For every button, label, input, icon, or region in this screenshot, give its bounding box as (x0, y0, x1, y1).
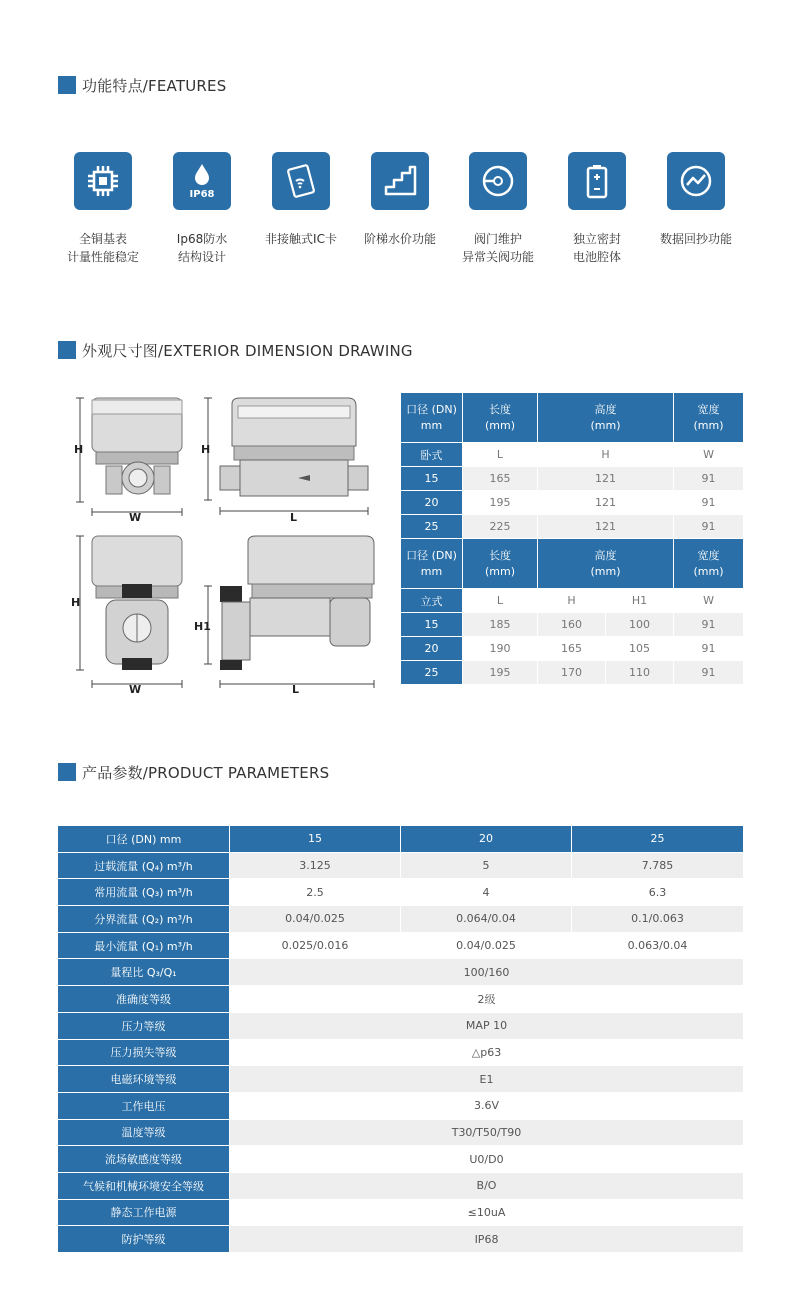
svg-text:IP68: IP68 (189, 189, 215, 200)
ic-card-icon (272, 152, 330, 210)
vertical-side-drawing (190, 528, 385, 696)
table-row: 压力等级 MAP 10 (58, 1012, 744, 1039)
dimension-table (400, 392, 744, 685)
table-row: 15 165 121 91 (401, 467, 744, 491)
params-table (57, 825, 744, 1253)
dimension-header-horizontal (401, 393, 744, 443)
svg-text:H: H (74, 443, 84, 456)
feature-battery: 独立密封 电池腔体 (542, 152, 652, 266)
table-row: 25 225 121 91 (401, 515, 744, 539)
section-marker (58, 763, 76, 781)
svg-text:W: W (129, 511, 142, 524)
header-length: 长度 (mm) (463, 393, 538, 443)
params-header-row: 口径 (DN) mm 15 20 25 (58, 826, 744, 853)
data-chart-icon (667, 152, 725, 210)
valve-icon (469, 152, 527, 210)
header-dn: 口径 (DN) mm (401, 393, 463, 443)
table-row: 准确度等级 2级 (58, 986, 744, 1013)
table-row: 15 185 160 100 91 (401, 613, 744, 637)
chip-icon (74, 152, 132, 210)
table-row: 压力损失等级 △p63 (58, 1039, 744, 1066)
horizontal-front-drawing (66, 390, 196, 525)
svg-text:H1: H1 (194, 620, 211, 633)
features-section-title: 功能特点/FEATURES (58, 75, 226, 95)
table-row: 量程比 Q₃/Q₁ 100/160 (58, 959, 744, 986)
battery-icon (568, 152, 626, 210)
feature-ic-card: 非接触式IC卡 (246, 152, 356, 248)
dimension-label-row-vertical: 立式 L H H1 W (401, 589, 744, 613)
table-row: 常用流量 (Q₃) m³/h 2.5 4 6.3 (58, 879, 744, 906)
table-row: 防护等级 IP68 (58, 1226, 744, 1253)
dimension-header-vertical (401, 539, 744, 589)
header-height: 高度 (mm) (538, 393, 674, 443)
feature-copper-body: 全铜基表 计量性能稳定 (48, 152, 158, 266)
table-row: 静态工作电源 ≤10uA (58, 1199, 744, 1226)
svg-text:L: L (290, 511, 298, 524)
feature-data-reading: 数据回抄功能 (641, 152, 751, 248)
feature-valve: 阀门维护 异常关阀功能 (443, 152, 553, 266)
table-row: 工作电压 3.6V (58, 1092, 744, 1119)
section-marker (58, 341, 76, 359)
params-section-title: 产品参数/PRODUCT PARAMETERS (58, 762, 329, 782)
table-row: 温度等级 T30/T50/T90 (58, 1119, 744, 1146)
table-row: 20 195 121 91 (401, 491, 744, 515)
section-marker (58, 76, 76, 94)
table-row: 气候和机械环境安全等级 B/O (58, 1172, 744, 1199)
table-row: 电磁环境等级 E1 (58, 1066, 744, 1093)
svg-text:H: H (201, 443, 211, 456)
table-row: 20 190 165 105 91 (401, 637, 744, 661)
table-row: 分界流量 (Q₂) m³/h 0.04/0.025 0.064/0.04 0.1/0.063 (58, 906, 744, 933)
header-dn: 口径 (DN) mm (401, 539, 463, 589)
svg-text:L: L (292, 683, 300, 696)
header-width: 宽度 (mm) (674, 539, 744, 589)
feature-ip68: IP68 Ip68防水 结构设计 (147, 152, 257, 266)
svg-text:H: H (71, 596, 81, 609)
table-row: 最小流量 (Q₁) m³/h 0.025/0.016 0.04/0.025 0.063/0.04 (58, 932, 744, 959)
dimension-label-row-horizontal: 卧式 L H W (401, 443, 744, 467)
feature-tiered-price: 阶梯水价功能 (345, 152, 455, 248)
water-drop-ip68-icon (173, 152, 231, 210)
table-row: 流场敏感度等级 U0/D0 (58, 1146, 744, 1173)
drawing-section-title: 外观尺寸图/EXTERIOR DIMENSION DRAWING (58, 340, 413, 360)
header-width: 宽度 (mm) (674, 393, 744, 443)
stairs-icon (371, 152, 429, 210)
header-height: 高度 (mm) (538, 539, 674, 589)
table-row: 25 195 170 110 91 (401, 661, 744, 685)
horizontal-side-drawing (198, 390, 383, 525)
table-row: 过载流量 (Q₄) m³/h 3.125 5 7.785 (58, 852, 744, 879)
header-length: 长度 (mm) (463, 539, 538, 589)
vertical-front-drawing (66, 528, 196, 696)
svg-text:W: W (129, 683, 142, 696)
